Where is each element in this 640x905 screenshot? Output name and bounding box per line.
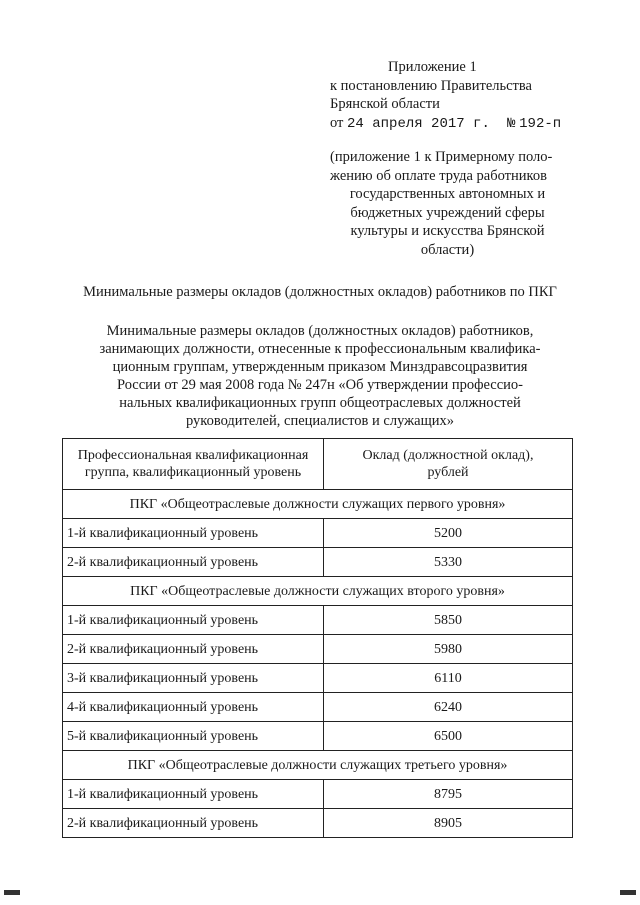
appendix-decree: к постановлению Правительства: [330, 77, 532, 94]
appendix-date-line: [330, 114, 630, 134]
level-cell: 2-й квалификационный уровень: [63, 635, 324, 664]
group-title: ПКГ «Общеотраслевые должности служащих второго уровня»: [63, 577, 573, 606]
subtitle-line: нальных квалификационных групп общеотраслевых должностей: [119, 395, 521, 411]
table-row: [63, 519, 573, 548]
header-salary-line: рублей: [427, 465, 469, 480]
table-row: [63, 693, 573, 722]
appendix-block: [330, 58, 630, 133]
document-title: Минимальные размеры окладов (должностных окладов) работников по ПКГ: [83, 284, 557, 300]
table-row: [63, 664, 573, 693]
group-title: ПКГ «Общеотраслевые должности служащих третьего уровня»: [63, 751, 573, 780]
header-qualification-line: Профессиональная квалификационная: [77, 448, 309, 463]
appendix-number: 192-п: [519, 115, 562, 132]
salary-cell: 6500: [324, 722, 573, 751]
subtitle-line: руководителей, специалистов и служащих»: [185, 413, 455, 429]
note-line: области): [420, 241, 475, 258]
salary-cell: 5330: [324, 548, 573, 577]
appendix-date-prefix: от: [330, 114, 344, 131]
header-qualification-line: группа, квалификационный уровень: [84, 465, 302, 480]
appendix-title: Приложение 1: [388, 59, 477, 75]
subtitle-line: России от 29 мая 2008 года № 247н «Об утверждении профессио-: [116, 377, 523, 393]
table-row: [63, 722, 573, 751]
salary-cell: 5980: [324, 635, 573, 664]
appendix-region: Брянской области: [330, 96, 440, 112]
table-row: [63, 809, 573, 838]
appendix-date: 24 апреля 2017 г.: [347, 115, 490, 132]
appendix-number-sign: №: [507, 115, 516, 132]
header-salary: [324, 439, 573, 490]
level-cell: 1-й квалификационный уровень: [63, 780, 324, 809]
note-line: государственных автономных и: [349, 186, 546, 202]
table-row: [63, 606, 573, 635]
note-line: культуры и искусства Брянской: [350, 223, 545, 239]
header-qualification: [63, 439, 324, 490]
note-line: бюджетных учреждений сферы: [350, 204, 545, 221]
salary-cell: 6110: [324, 664, 573, 693]
level-cell: 4-й квалификационный уровень: [63, 693, 324, 722]
note-line: (приложение 1 к Примерному поло-: [330, 149, 553, 165]
scan-edge-mark: [4, 890, 20, 895]
salary-cell: 5850: [324, 606, 573, 635]
table-row: [63, 780, 573, 809]
level-cell: 3-й квалификационный уровень: [63, 664, 324, 693]
table-header-row: [63, 439, 573, 490]
level-cell: 1-й квалификационный уровень: [63, 519, 324, 548]
subtitle-line: ционным группам, утвержденным приказом Минздравсоцразвития: [112, 359, 528, 375]
document-subtitle: [60, 322, 580, 430]
group-row: [63, 490, 573, 519]
scan-edge-mark: [620, 890, 636, 895]
level-cell: 2-й квалификационный уровень: [63, 548, 324, 577]
level-cell: 5-й квалификационный уровень: [63, 722, 324, 751]
salary-cell: 5200: [324, 519, 573, 548]
group-row: [63, 751, 573, 780]
level-cell: 2-й квалификационный уровень: [63, 809, 324, 838]
salary-cell: 8905: [324, 809, 573, 838]
subtitle-line: Минимальные размеры окладов (должностных окладов) работников,: [106, 323, 534, 339]
table-row: [63, 635, 573, 664]
level-cell: 1-й квалификационный уровень: [63, 606, 324, 635]
salary-table: [62, 438, 573, 838]
salary-cell: 6240: [324, 693, 573, 722]
header-salary-line: Оклад (должностной оклад),: [362, 448, 534, 463]
salary-cell: 8795: [324, 780, 573, 809]
group-row: [63, 577, 573, 606]
subtitle-line: занимающих должности, отнесенные к профессиональным квалифика-: [99, 341, 541, 357]
table-row: [63, 548, 573, 577]
group-title: ПКГ «Общеотраслевые должности служащих первого уровня»: [63, 490, 573, 519]
appendix-note: [330, 148, 565, 259]
note-line: жению об оплате труда работников: [330, 167, 547, 184]
